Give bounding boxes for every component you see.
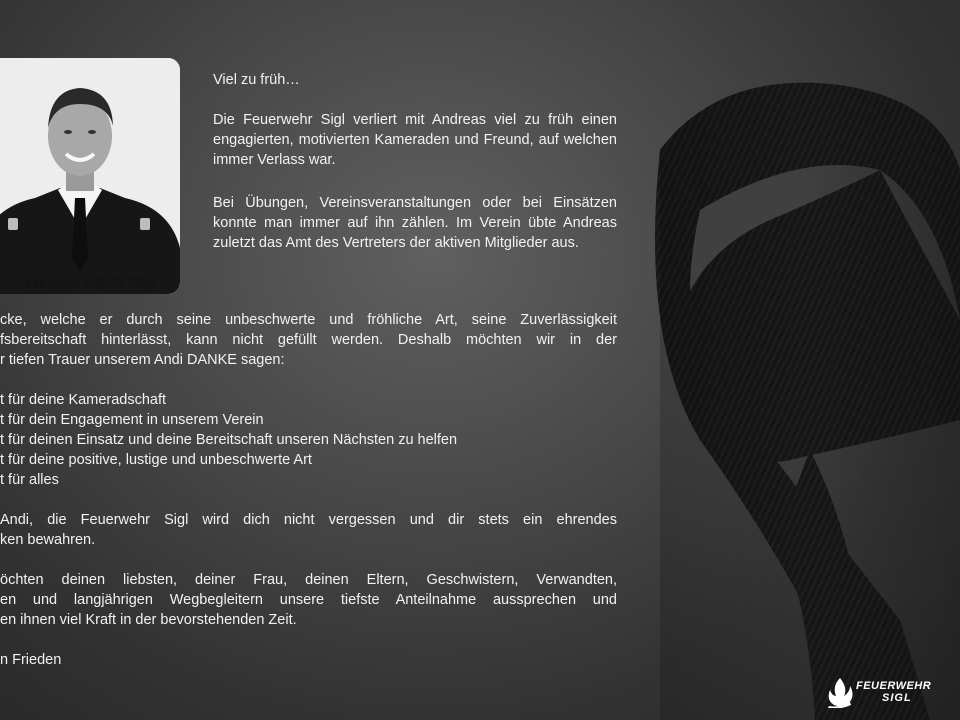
photo-caption: eas Merkl † 30.07.2024 [25, 276, 156, 290]
body-paragraph-line: fsbereitschaft hinterlässt, kann nicht gefüllt werden. Deshalb möchten wir in der [0, 332, 617, 348]
thanks-list [0, 390, 617, 490]
thanks-item: t für dein Engagement in unserem Verein [0, 412, 264, 428]
body-paragraph-line: r tiefen Trauer unserem Andi DANKE sagen: [0, 352, 285, 368]
farewell-paragraph [0, 510, 617, 550]
body-text [0, 310, 617, 670]
portrait-image [0, 58, 180, 294]
thanks-item: t für deine Kameradschaft [0, 392, 167, 408]
closing-text: n Frieden [0, 652, 62, 668]
condolence-line: en ihnen viel Kraft in der bevorstehenden Zeit. [0, 612, 297, 628]
memorial-photo [0, 58, 180, 294]
condolence-line: öchten deinen liebsten, deiner Frau, deinen Eltern, Geschwistern, Verwandten, [0, 572, 617, 588]
farewell-line: Andi, die Feuerwehr Sigl wird dich nicht vergessen und dir stets ein ehrendes [0, 512, 617, 528]
logo-line-2: SIGL [882, 692, 912, 704]
intro-paragraph-1: Die Feuerwehr Sigl verliert mit Andreas viel zu früh einen engagierten, motivierten Kameraden und Freund, auf welchen immer Verlass war. [213, 112, 617, 168]
flame-icon [826, 678, 854, 708]
logo-line-1: FEUERWEHR [856, 680, 932, 692]
farewell-line: ken bewahren. [0, 532, 96, 548]
feuerwehr-logo [826, 678, 932, 713]
mourning-ribbon-icon [640, 60, 960, 720]
intro-paragraph-2: Bei Übungen, Vereinsveranstaltungen oder bei Einsätzen konnte man immer auf ihn zählen. Im Verein übte Andreas zuletzt das Amt des Vertreters der aktiven Mitglieder aus. [213, 195, 617, 251]
thanks-item: t für deine positive, lustige und unbeschwerte Art [0, 452, 312, 468]
condolence-line: en und langjährigen Wegbegleitern unsere tiefste Anteilnahme aussprechen und [0, 592, 617, 608]
body-paragraph-line: cke, welche er durch seine unbeschwerte und fröhliche Art, seine Zuverlässigkeit [0, 312, 617, 328]
intro-heading: Viel zu früh… [213, 72, 300, 88]
thanks-item: t für deinen Einsatz und deine Bereitschaft unseren Nächsten zu helfen [0, 432, 458, 448]
intro-text [213, 70, 617, 253]
condolence-paragraph [0, 570, 617, 630]
thanks-item: t für alles [0, 472, 59, 488]
